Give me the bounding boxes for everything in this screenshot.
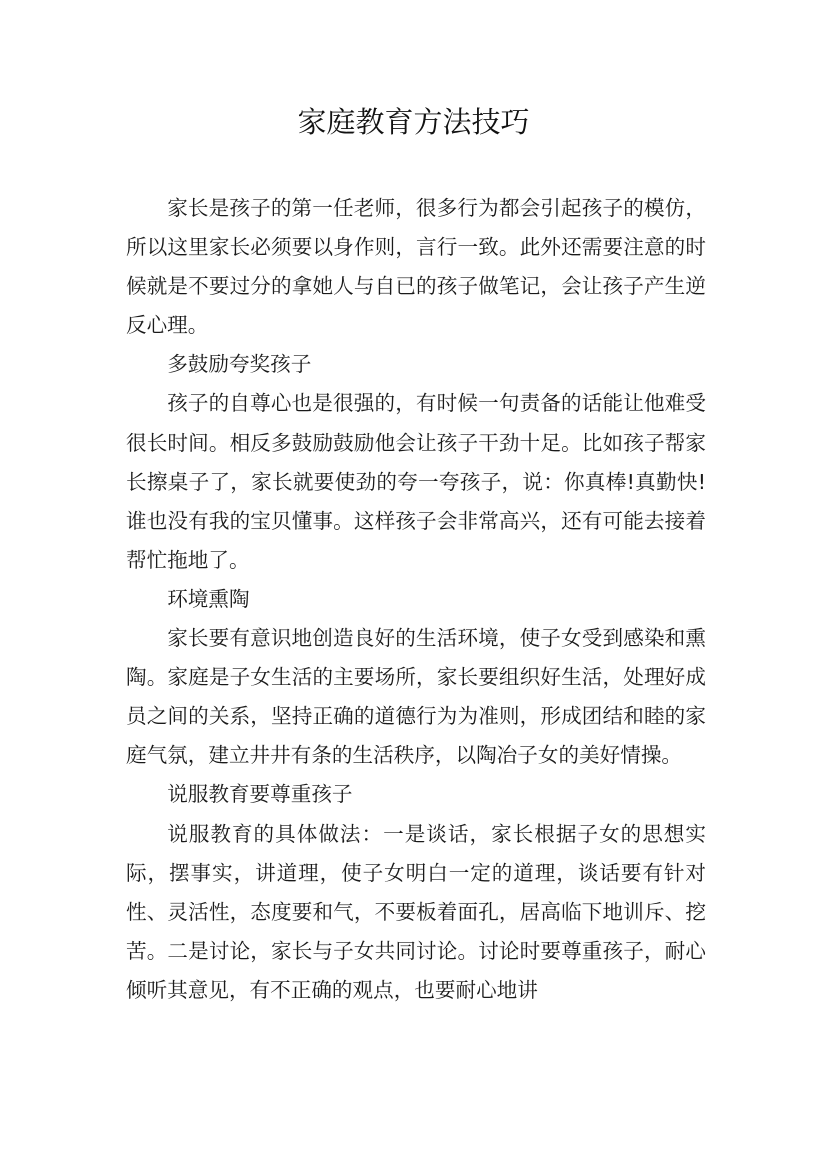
paragraph-persuasion: 说服教育的具体做法：一是谈话，家长根据子女的思想实际，摆事实，讲道理，使子女明白一定的道理，谈话要有针对性、灵活性，态度要和气，不要板着面孔，居高临下地训斥、挖苦。二是讨论，家长与子女共同讨论。讨论时要尊重孩子，耐心倾听其意见，有不正确的观点，也要耐心地讲 xyxy=(126,821,706,1002)
document-title: 家庭教育方法技巧 xyxy=(297,105,530,139)
document-body xyxy=(126,189,706,1010)
paragraph-encourage: 孩子的自尊心也是很强的，有时候一句责备的话能让他难受很长时间。相反多鼓励鼓励他会让孩子干劲十足。比如孩子帮家长擦桌子了，家长就要使劲的夸一夸孩子，说：你真棒!真勤快!谁也没有我的宝贝懂事。这样孩子会非常高兴，还有可能去接着帮忙拖地了。 xyxy=(126,391,706,572)
section-heading-encourage: 多鼓励夸奖孩子 xyxy=(167,352,312,377)
section-heading-environment: 环境熏陶 xyxy=(167,586,250,611)
paragraph-intro: 家长是孩子的第一任老师，很多行为都会引起孩子的模仿，所以这里家长必须要以身作则，言行一致。此外还需要注意的时候就是不要过分的拿她人与自已的孩子做笔记，会让孩子产生逆反心理。 xyxy=(126,196,706,338)
section-heading-persuasion: 说服教育要尊重孩子 xyxy=(167,782,353,807)
paragraph-environment: 家长要有意识地创造良好的生活环境，使子女受到感染和熏陶。家庭是子女生活的主要场所，家长要组织好生活，处理好成员之间的关系，坚持正确的道德行为为准则，形成团结和睦的家庭气氛，建立井井有条的生活秩序，以陶冶子女的美好情操。 xyxy=(126,626,706,768)
